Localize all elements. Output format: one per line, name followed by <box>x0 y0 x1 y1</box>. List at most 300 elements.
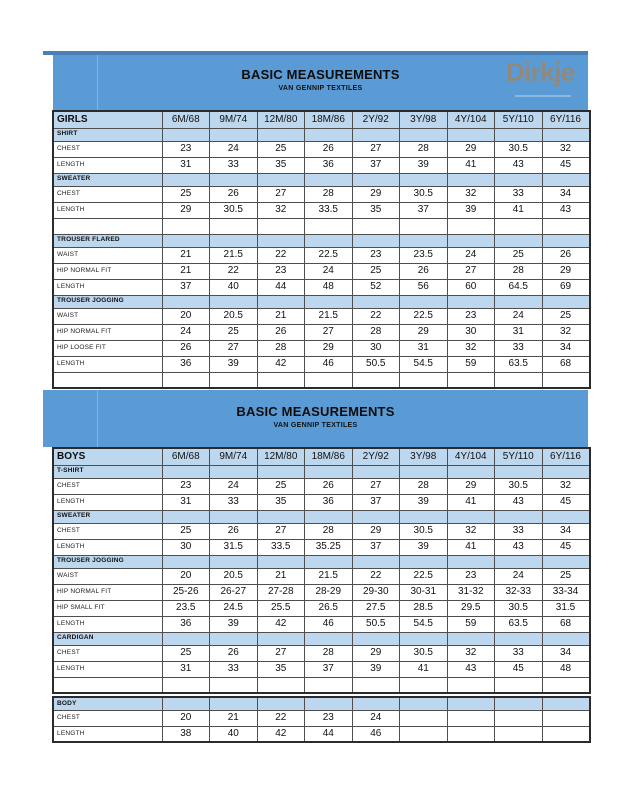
measurement-label-cell: LENGTH <box>53 616 162 632</box>
section-blank-cell <box>447 173 495 186</box>
measurement-row <box>53 279 590 295</box>
measurement-value-cell: 30 <box>162 539 210 555</box>
measurement-value-cell: 46 <box>305 356 353 372</box>
measurement-label-cell: CHEST <box>53 141 162 157</box>
spacer-cell <box>447 372 495 388</box>
section-blank-cell <box>400 510 448 523</box>
measurement-value-cell: 33 <box>495 645 543 661</box>
measurement-value-cell: 45 <box>542 494 590 510</box>
section-blank-cell <box>495 173 543 186</box>
measurement-label-cell: LENGTH <box>53 726 162 742</box>
measurement-row <box>53 661 590 677</box>
section-blank-cell <box>305 465 353 478</box>
measurement-row <box>53 202 590 218</box>
measurement-value-cell: 28 <box>305 645 353 661</box>
measurement-value-cell: 35 <box>257 661 305 677</box>
measurement-value-cell: 44 <box>305 726 353 742</box>
section-label-cell: BODY <box>53 697 162 710</box>
measurement-value-cell: 29 <box>352 523 400 539</box>
measurement-label-cell: CHEST <box>53 710 162 726</box>
section-blank-cell <box>305 295 353 308</box>
measurement-value-cell: 23 <box>162 478 210 494</box>
spacer-label-cell <box>53 677 162 693</box>
measurement-value-cell: 27-28 <box>257 584 305 600</box>
measurement-value-cell: 23 <box>162 141 210 157</box>
body-size-table <box>52 696 591 743</box>
measurement-value-cell: 22 <box>352 568 400 584</box>
measurement-value-cell: 63.5 <box>495 616 543 632</box>
measurement-value-cell: 28 <box>257 340 305 356</box>
measurement-row <box>53 263 590 279</box>
measurement-value-cell: 23 <box>352 247 400 263</box>
measurement-value-cell: 26 <box>210 645 258 661</box>
section-row <box>53 295 590 308</box>
section-blank-cell <box>400 128 448 141</box>
spacer-cell <box>400 677 448 693</box>
section-blank-cell <box>257 555 305 568</box>
section-blank-cell <box>352 510 400 523</box>
measurement-value-cell: 21 <box>210 710 258 726</box>
measurement-value-cell: 26-27 <box>210 584 258 600</box>
measurement-value-cell: 21 <box>162 263 210 279</box>
spacer-row <box>53 372 590 388</box>
section-row <box>53 632 590 645</box>
spacer-cell <box>162 677 210 693</box>
measurement-value-cell: 25 <box>162 645 210 661</box>
section-blank-cell <box>495 128 543 141</box>
measurement-value-cell: 60 <box>447 279 495 295</box>
section-row <box>53 510 590 523</box>
section-blank-cell <box>447 234 495 247</box>
spacer-cell <box>447 218 495 234</box>
measurement-value-cell: 27 <box>305 324 353 340</box>
section-row <box>53 128 590 141</box>
measurement-value-cell: 26 <box>257 324 305 340</box>
section-blank-cell <box>447 295 495 308</box>
measurement-value-cell: 31.5 <box>210 539 258 555</box>
spacer-cell <box>162 218 210 234</box>
size-header-cell: 3Y/98 <box>400 111 448 128</box>
spacer-cell <box>210 677 258 693</box>
measurement-value-cell: 34 <box>542 523 590 539</box>
measurement-value-cell: 21.5 <box>210 247 258 263</box>
section-blank-cell <box>400 295 448 308</box>
measurement-row <box>53 478 590 494</box>
measurement-value-cell: 21 <box>257 308 305 324</box>
banner-column-line <box>97 55 98 110</box>
measurement-value-cell: 24 <box>210 141 258 157</box>
measurement-label-cell: LENGTH <box>53 202 162 218</box>
section-blank-cell <box>257 173 305 186</box>
measurement-value-cell: 27 <box>352 478 400 494</box>
spacer-cell <box>257 372 305 388</box>
measurement-value-cell: 27 <box>257 523 305 539</box>
measurement-value-cell: 69 <box>542 279 590 295</box>
measurement-value-cell: 28 <box>400 478 448 494</box>
spacer-row <box>53 218 590 234</box>
section-blank-cell <box>352 295 400 308</box>
measurement-value-cell: 20 <box>162 308 210 324</box>
measurement-value-cell: 29-30 <box>352 584 400 600</box>
measurement-value-cell: 32-33 <box>495 584 543 600</box>
measurement-row <box>53 584 590 600</box>
measurement-value-cell: 35 <box>352 202 400 218</box>
measurement-value-cell: 36 <box>305 157 353 173</box>
measurement-value-cell: 54.5 <box>400 356 448 372</box>
section-blank-cell <box>447 128 495 141</box>
measurement-value-cell: 31 <box>162 157 210 173</box>
section-label-cell: CARDIGAN <box>53 632 162 645</box>
size-header-cell: 5Y/110 <box>495 448 543 465</box>
measurement-value-cell: 29 <box>352 186 400 202</box>
spacer-cell <box>495 372 543 388</box>
measurement-value-cell: 20 <box>162 568 210 584</box>
spacer-cell <box>400 372 448 388</box>
measurement-value-cell: 45 <box>542 157 590 173</box>
measurement-label-cell: LENGTH <box>53 661 162 677</box>
measurement-value-cell: 52 <box>352 279 400 295</box>
spacer-cell <box>542 218 590 234</box>
measurement-label-cell: LENGTH <box>53 356 162 372</box>
dirkje-logo: Dirkje <box>505 57 575 87</box>
boys-size-table <box>52 447 591 694</box>
section-blank-cell <box>210 697 258 710</box>
measurement-value-cell: 22 <box>352 308 400 324</box>
size-header-cell: 18M/86 <box>305 448 353 465</box>
measurement-value-cell: 37 <box>162 279 210 295</box>
spacer-cell <box>352 677 400 693</box>
measurement-value-cell: 26 <box>542 247 590 263</box>
measurement-value-cell <box>495 726 543 742</box>
measurement-value-cell: 37 <box>352 539 400 555</box>
group-label-cell: GIRLS <box>53 111 162 128</box>
section-blank-cell <box>400 465 448 478</box>
measurement-value-cell: 30.5 <box>495 600 543 616</box>
measurement-value-cell: 23 <box>305 710 353 726</box>
measurement-label-cell: CHEST <box>53 523 162 539</box>
measurement-value-cell: 25 <box>162 523 210 539</box>
measurement-value-cell <box>447 710 495 726</box>
measurement-value-cell: 29 <box>352 645 400 661</box>
measurement-value-cell: 30.5 <box>210 202 258 218</box>
section-blank-cell <box>542 697 590 710</box>
measurement-value-cell: 39 <box>210 616 258 632</box>
measurement-value-cell: 35 <box>257 157 305 173</box>
measurement-value-cell: 33 <box>210 661 258 677</box>
spacer-cell <box>305 372 353 388</box>
measurement-value-cell: 27 <box>447 263 495 279</box>
measurement-value-cell: 30.5 <box>495 478 543 494</box>
measurement-value-cell: 25 <box>210 324 258 340</box>
measurement-row <box>53 186 590 202</box>
section-blank-cell <box>495 234 543 247</box>
measurement-label-cell: WAIST <box>53 568 162 584</box>
measurement-value-cell: 31 <box>400 340 448 356</box>
section-row <box>53 173 590 186</box>
section-blank-cell <box>400 555 448 568</box>
measurement-value-cell: 31.5 <box>542 600 590 616</box>
section-blank-cell <box>162 632 210 645</box>
measurement-row <box>53 157 590 173</box>
measurement-value-cell: 23 <box>257 263 305 279</box>
measurement-row <box>53 523 590 539</box>
measurement-value-cell: 43 <box>495 157 543 173</box>
measurement-value-cell: 22.5 <box>305 247 353 263</box>
measurement-label-cell: LENGTH <box>53 494 162 510</box>
section-blank-cell <box>257 465 305 478</box>
measurement-value-cell: 39 <box>210 356 258 372</box>
section-blank-cell <box>162 465 210 478</box>
section-row <box>53 697 590 710</box>
measurement-value-cell: 68 <box>542 616 590 632</box>
section-blank-cell <box>210 295 258 308</box>
measurement-value-cell: 33 <box>210 494 258 510</box>
girls-size-table <box>52 110 591 389</box>
measurement-value-cell: 24 <box>495 308 543 324</box>
measurement-value-cell: 35 <box>257 494 305 510</box>
measurement-value-cell: 32 <box>447 340 495 356</box>
measurement-value-cell: 42 <box>257 726 305 742</box>
section-blank-cell <box>352 173 400 186</box>
section-row <box>53 555 590 568</box>
section-blank-cell <box>210 128 258 141</box>
measurement-value-cell: 63.5 <box>495 356 543 372</box>
section-blank-cell <box>447 632 495 645</box>
measurement-value-cell: 46 <box>352 726 400 742</box>
section-blank-cell <box>447 465 495 478</box>
measurement-value-cell: 34 <box>542 340 590 356</box>
measurement-value-cell: 26 <box>400 263 448 279</box>
measurement-value-cell: 68 <box>542 356 590 372</box>
measurement-value-cell: 26 <box>210 186 258 202</box>
measurement-row <box>53 494 590 510</box>
measurement-value-cell: 59 <box>447 616 495 632</box>
measurement-value-cell: 21 <box>257 568 305 584</box>
measurement-value-cell: 43 <box>447 661 495 677</box>
measurement-row <box>53 645 590 661</box>
measurement-label-cell: HIP SMALL FIT <box>53 600 162 616</box>
measurement-row <box>53 247 590 263</box>
measurement-value-cell: 30-31 <box>400 584 448 600</box>
measurement-value-cell: 33 <box>495 186 543 202</box>
measurement-value-cell: 31 <box>162 494 210 510</box>
spacer-cell <box>400 218 448 234</box>
measurement-label-cell: LENGTH <box>53 539 162 555</box>
measurement-value-cell: 28 <box>305 523 353 539</box>
section-blank-cell <box>162 173 210 186</box>
size-header-cell: 2Y/92 <box>352 448 400 465</box>
spacer-cell <box>210 372 258 388</box>
measurement-value-cell: 46 <box>305 616 353 632</box>
measurement-row <box>53 340 590 356</box>
measurement-value-cell: 59 <box>447 356 495 372</box>
section-blank-cell <box>400 173 448 186</box>
measurement-value-cell: 32 <box>542 478 590 494</box>
measurement-value-cell: 37 <box>352 494 400 510</box>
measurement-value-cell: 22 <box>257 247 305 263</box>
measurement-value-cell: 21.5 <box>305 308 353 324</box>
measurement-value-cell: 28 <box>495 263 543 279</box>
measurement-value-cell: 32 <box>447 645 495 661</box>
measurement-value-cell: 20 <box>162 710 210 726</box>
section-blank-cell <box>305 234 353 247</box>
measurement-value-cell: 29 <box>542 263 590 279</box>
section-blank-cell <box>352 234 400 247</box>
measurement-value-cell: 30 <box>352 340 400 356</box>
measurement-value-cell: 24 <box>305 263 353 279</box>
measurement-value-cell: 25 <box>542 308 590 324</box>
measurement-value-cell: 50.5 <box>352 616 400 632</box>
measurement-label-cell: CHEST <box>53 478 162 494</box>
spacer-label-cell <box>53 218 162 234</box>
measurement-value-cell: 24 <box>495 568 543 584</box>
section-blank-cell <box>162 555 210 568</box>
section-blank-cell <box>542 295 590 308</box>
measurement-value-cell: 37 <box>352 157 400 173</box>
measurement-value-cell: 25 <box>257 141 305 157</box>
measurement-value-cell: 29 <box>305 340 353 356</box>
measurement-value-cell <box>400 726 448 742</box>
section-blank-cell <box>400 697 448 710</box>
section-blank-cell <box>542 128 590 141</box>
section-blank-cell <box>542 510 590 523</box>
measurement-value-cell: 27 <box>210 340 258 356</box>
section-blank-cell <box>210 555 258 568</box>
size-header-cell: 12M/80 <box>257 448 305 465</box>
measurement-value-cell: 45 <box>495 661 543 677</box>
measurement-value-cell: 39 <box>447 202 495 218</box>
measurement-value-cell: 23.5 <box>162 600 210 616</box>
measurement-row <box>53 324 590 340</box>
measurement-value-cell: 26 <box>162 340 210 356</box>
spacer-cell <box>162 372 210 388</box>
measurement-value-cell: 48 <box>305 279 353 295</box>
measurement-value-cell: 30.5 <box>495 141 543 157</box>
measurement-label-cell: WAIST <box>53 308 162 324</box>
measurement-value-cell: 24 <box>447 247 495 263</box>
measurement-value-cell: 36 <box>162 616 210 632</box>
section-blank-cell <box>542 632 590 645</box>
section-blank-cell <box>257 295 305 308</box>
measurement-row <box>53 710 590 726</box>
section-row <box>53 465 590 478</box>
measurement-row <box>53 568 590 584</box>
measurement-value-cell: 21.5 <box>305 568 353 584</box>
measurement-value-cell: 39 <box>400 539 448 555</box>
column-header-row <box>53 448 590 465</box>
measurement-value-cell: 30.5 <box>400 523 448 539</box>
measurement-value-cell: 37 <box>305 661 353 677</box>
spacer-cell <box>447 677 495 693</box>
spacer-cell <box>305 218 353 234</box>
section-blank-cell <box>162 510 210 523</box>
measurement-value-cell: 48 <box>542 661 590 677</box>
measurement-value-cell: 25 <box>352 263 400 279</box>
spacer-cell <box>352 218 400 234</box>
section-blank-cell <box>495 465 543 478</box>
measurement-value-cell: 26 <box>210 523 258 539</box>
measurement-value-cell: 54.5 <box>400 616 448 632</box>
boys-header-banner <box>43 390 588 447</box>
girls-header-banner <box>53 55 588 110</box>
measurement-value-cell: 33 <box>210 157 258 173</box>
logo-tagline-mark <box>515 95 571 97</box>
measurement-value-cell: 31 <box>495 324 543 340</box>
section-label-cell: T-SHIRT <box>53 465 162 478</box>
measurement-value-cell: 29 <box>400 324 448 340</box>
section-blank-cell <box>257 632 305 645</box>
measurement-value-cell: 20.5 <box>210 568 258 584</box>
spacer-cell <box>352 372 400 388</box>
spacer-cell <box>542 372 590 388</box>
spacer-cell <box>257 218 305 234</box>
measurement-value-cell: 30.5 <box>400 645 448 661</box>
measurement-value-cell: 26 <box>305 141 353 157</box>
measurement-value-cell: 41 <box>495 202 543 218</box>
measurement-row <box>53 726 590 742</box>
size-header-cell: 6M/68 <box>162 111 210 128</box>
measurement-value-cell: 42 <box>257 356 305 372</box>
measurement-row <box>53 356 590 372</box>
measurement-value-cell: 22 <box>210 263 258 279</box>
measurement-value-cell: 41 <box>447 494 495 510</box>
section-blank-cell <box>400 234 448 247</box>
measurement-value-cell: 43 <box>495 539 543 555</box>
size-header-cell: 6M/68 <box>162 448 210 465</box>
size-header-cell: 12M/80 <box>257 111 305 128</box>
section-label-cell: SHIRT <box>53 128 162 141</box>
measurement-value-cell: 32 <box>257 202 305 218</box>
measurement-row <box>53 141 590 157</box>
section-blank-cell <box>495 555 543 568</box>
measurement-value-cell: 32 <box>447 523 495 539</box>
measurement-value-cell: 40 <box>210 279 258 295</box>
measurement-value-cell <box>495 710 543 726</box>
section-blank-cell <box>542 555 590 568</box>
measurement-value-cell: 25-26 <box>162 584 210 600</box>
measurement-value-cell: 23 <box>447 308 495 324</box>
measurement-value-cell: 31-32 <box>447 584 495 600</box>
size-header-cell: 9M/74 <box>210 111 258 128</box>
section-blank-cell <box>352 632 400 645</box>
section-blank-cell <box>305 510 353 523</box>
measurement-value-cell: 35.25 <box>305 539 353 555</box>
section-blank-cell <box>210 510 258 523</box>
measurement-value-cell: 37 <box>400 202 448 218</box>
section-blank-cell <box>352 697 400 710</box>
measurement-value-cell: 34 <box>542 186 590 202</box>
measurement-value-cell: 26.5 <box>305 600 353 616</box>
size-header-cell: 6Y/116 <box>542 448 590 465</box>
measurement-value-cell <box>400 710 448 726</box>
measurement-value-cell <box>542 710 590 726</box>
measurement-value-cell: 30 <box>447 324 495 340</box>
measurement-value-cell: 40 <box>210 726 258 742</box>
measurement-label-cell: LENGTH <box>53 157 162 173</box>
measurement-value-cell: 33-34 <box>542 584 590 600</box>
section-blank-cell <box>210 632 258 645</box>
section-blank-cell <box>542 465 590 478</box>
measurement-value-cell <box>542 726 590 742</box>
section-blank-cell <box>542 173 590 186</box>
measurement-value-cell: 34 <box>542 645 590 661</box>
measurement-value-cell: 28-29 <box>305 584 353 600</box>
measurement-value-cell <box>447 726 495 742</box>
spacer-cell <box>210 218 258 234</box>
section-blank-cell <box>162 128 210 141</box>
measurement-value-cell: 27 <box>257 645 305 661</box>
measurement-value-cell: 23.5 <box>400 247 448 263</box>
